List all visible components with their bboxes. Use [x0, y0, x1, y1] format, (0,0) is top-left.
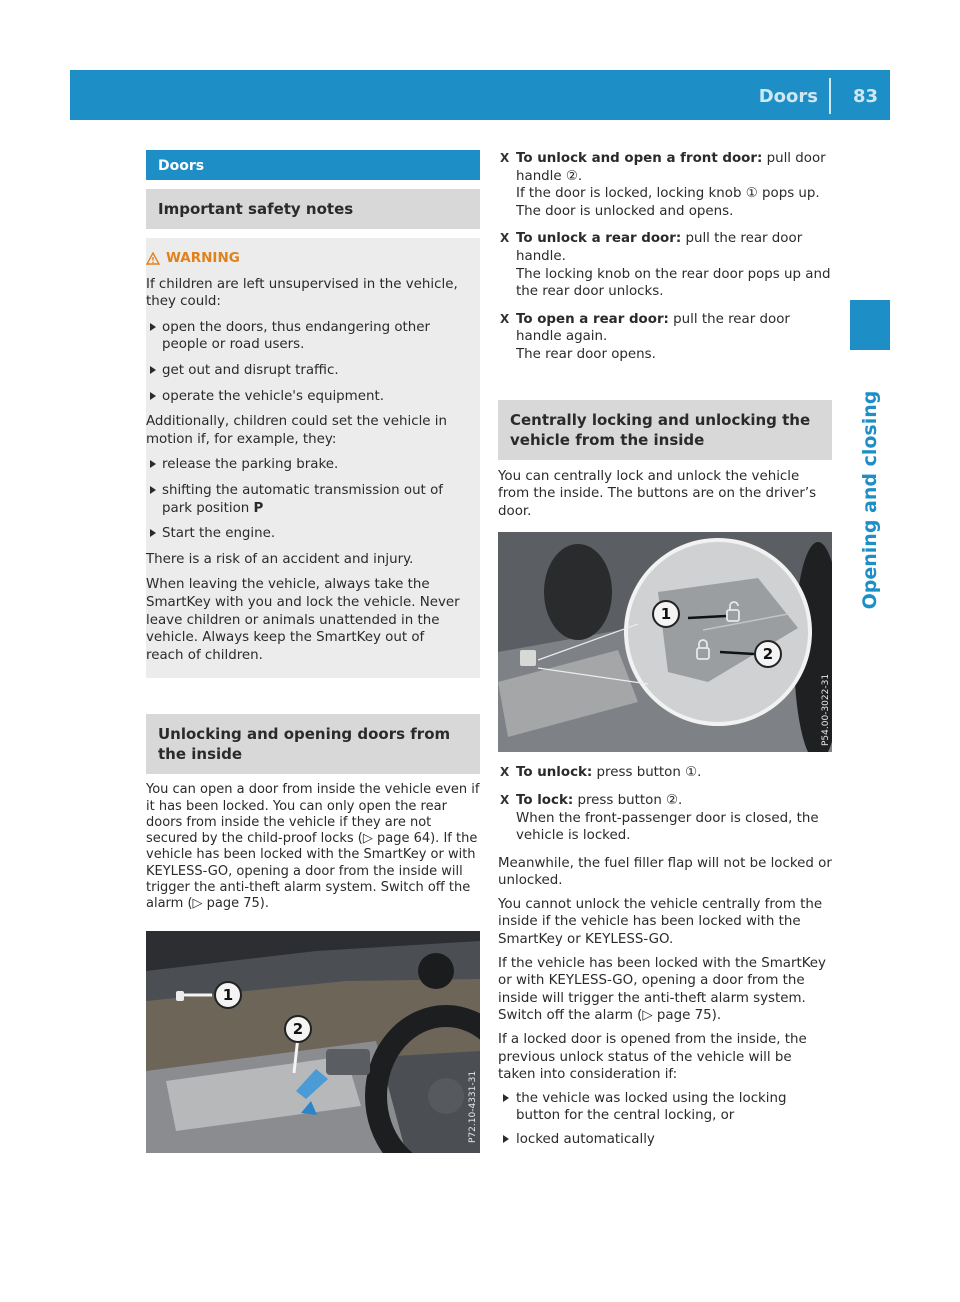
instruction-step — [498, 230, 832, 300]
page-number: 83 — [852, 86, 878, 107]
step-text: press button ①. — [592, 765, 702, 781]
door-buttons-photo — [498, 532, 832, 752]
step-title: To lock: — [516, 792, 574, 808]
instruction-step — [498, 150, 832, 220]
header-divider — [829, 78, 831, 114]
warning-bullet — [146, 482, 470, 517]
photo1-callout-1: 1 — [214, 981, 242, 1009]
warning-title-text: WARNING — [166, 250, 240, 266]
step-note: The rear door opens. — [516, 346, 656, 362]
page-header-bar — [70, 70, 890, 120]
warning-bullet: operate the vehicle's equipment. — [146, 388, 470, 406]
step-marker-icon: X — [500, 792, 510, 807]
step-marker-icon: X — [500, 151, 510, 165]
photo2-code: P54.00-3022-31 — [821, 674, 831, 747]
step-note: When the front-passenger door is closed, the vehicle is locked. — [516, 810, 819, 844]
section-title: Doors — [146, 150, 480, 180]
step-title: To unlock: — [516, 765, 593, 781]
header-section-title: Doors — [758, 86, 818, 107]
paragraph: If a locked door is opened from the inside, the previous unlock status of the vehicle will be taken into consideration if: — [498, 1032, 807, 1083]
warning-middle: Additionally, children could set the vehicle in motion if, for example, they: — [146, 414, 447, 447]
step-marker-icon: X — [500, 311, 510, 326]
list-item: locked automatically — [498, 1131, 832, 1149]
right-column — [498, 150, 832, 1155]
subsection-title: Important safety notes — [146, 189, 480, 229]
warning-bullet-text: shifting the automatic transmission out of park position — [162, 482, 443, 516]
step-title: To unlock and open a front door: — [516, 151, 763, 166]
photo1-callout-2: 2 — [284, 1015, 312, 1043]
paragraph: Meanwhile, the fuel filler flap will not be locked or unlocked. — [498, 855, 832, 889]
central-locking-paragraph: You can centrally lock and unlock the vehicle from the inside. The buttons are on the driver’s door. — [498, 468, 817, 519]
unlocking-heading: Unlocking and opening doors from the inside — [146, 714, 480, 774]
warning-title — [146, 250, 470, 268]
unlocking-paragraph: You can open a door from inside the vehicle even if it has been locked. You can only open the rear doors from inside the vehicle if they are not secured by the child-proof locks (▷ page 64). If the vehicle has been locked with the SmartKey or with KEYLESS-GO, opening a door from the inside will trigger the anti-theft alarm system. Switch off the alarm (▷ page 75). — [146, 782, 480, 912]
door-interior-photo — [146, 931, 480, 1153]
warning-risk: There is a risk of an accident and injury. — [146, 551, 414, 567]
step-text: pull the rear door handle. — [516, 231, 803, 264]
photo1-code: P72.10-4331-31 — [468, 1070, 478, 1143]
step-text: press button ②. — [573, 792, 683, 808]
paragraph: If the vehicle has been locked with the SmartKey or with KEYLESS-GO, opening a door from the inside will trigger the anti-theft alarm system. Switch off the alarm (▷ page 75). — [498, 955, 826, 1024]
photo2-callout-2: 2 — [754, 640, 782, 668]
warning-advice: When leaving the vehicle, always take the SmartKey with you and lock the vehicle. Never leave children or animals unattended in the vehicle. Always keep the SmartKey out of reach of children. — [146, 577, 460, 663]
step-text: pull the rear door handle again. — [516, 311, 790, 345]
chapter-tab-marker — [850, 300, 890, 350]
instruction-step — [498, 792, 832, 845]
step-note: If the door is locked, locking knob ① pops up. The door is unlocked and opens. — [516, 186, 820, 219]
door-buttons-illustration — [498, 532, 832, 752]
central-locking-heading: Centrally locking and unlocking the vehicle from the inside — [498, 400, 832, 460]
warning-bullet: get out and disrupt traffic. — [146, 362, 470, 380]
warning-box — [146, 238, 480, 678]
step-title: To unlock a rear door: — [516, 231, 682, 247]
instruction-step — [498, 764, 832, 782]
list-item: the vehicle was locked using the locking button for the central locking, or — [498, 1090, 832, 1125]
chapter-label-text: Opening and closing — [859, 390, 881, 610]
left-column — [146, 150, 480, 1153]
step-note: The locking knob on the rear door pops up and the rear door unlocks. — [516, 266, 831, 300]
warning-bullet: release the parking brake. — [146, 456, 470, 474]
step-text: pull door handle ②. — [516, 151, 826, 184]
step-marker-icon: X — [500, 231, 510, 246]
paragraph: You cannot unlock the vehicle centrally from the inside if the vehicle has been locked with the SmartKey or KEYLESS-GO. — [498, 896, 823, 948]
step-marker-icon: X — [500, 765, 510, 780]
warning-bullet: Start the engine. — [146, 525, 470, 543]
instruction-step — [498, 311, 832, 364]
photo2-callout-1: 1 — [652, 600, 680, 628]
park-position-letter: P — [253, 500, 264, 516]
door-interior-illustration — [146, 931, 480, 1153]
chapter-side-label — [852, 380, 888, 620]
warning-bullet: open the doors, thus endangering other people or road users. — [146, 319, 470, 354]
warning-triangle-icon — [146, 252, 160, 265]
warning-intro: If children are left unsupervised in the vehicle, they could: — [146, 276, 458, 310]
step-title: To open a rear door: — [516, 311, 669, 327]
